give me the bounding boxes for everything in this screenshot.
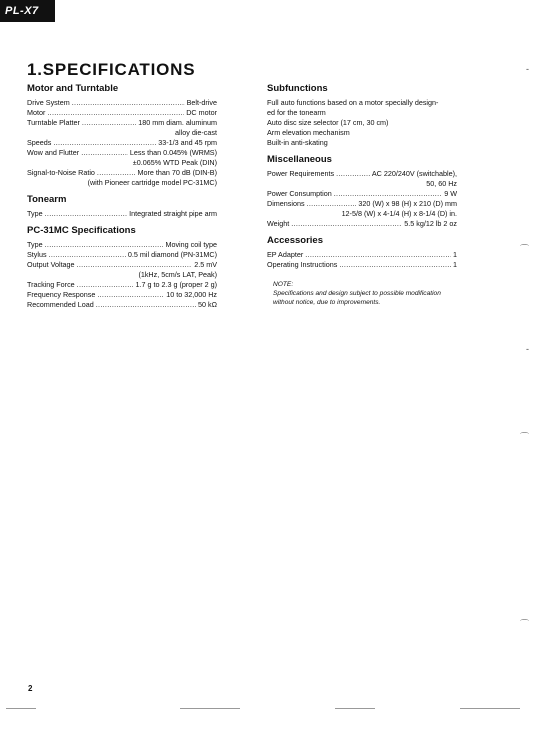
spec-value: DC motor bbox=[186, 108, 217, 117]
spec-key: Recommended Load bbox=[27, 300, 94, 309]
spec-key: Stylus bbox=[27, 250, 47, 259]
spec-value: 1 bbox=[453, 250, 457, 259]
spec-key: Drive System bbox=[27, 98, 70, 107]
spec-row bbox=[27, 260, 217, 270]
spec-row bbox=[27, 118, 217, 128]
spec-row bbox=[27, 98, 217, 108]
spec-key: Frequency Response bbox=[27, 290, 96, 299]
spec-continuation: 50, 60 Hz bbox=[426, 179, 457, 188]
motor-heading: Motor and Turntable bbox=[27, 83, 119, 94]
spec-row bbox=[267, 189, 457, 199]
spec-key: Weight bbox=[267, 219, 290, 228]
spec-value: Integrated straight pipe arm bbox=[129, 209, 217, 218]
spec-row bbox=[267, 250, 457, 260]
edge-mark bbox=[460, 708, 520, 709]
subfunctions-heading: Subfunctions bbox=[267, 83, 328, 94]
accessories-heading: Accessories bbox=[267, 235, 323, 246]
spec-value: 5.5 kg/12 lb 2 oz bbox=[404, 219, 457, 228]
spec-key: EP Adapter bbox=[267, 250, 304, 259]
spec-key: Turntable Platter bbox=[27, 118, 80, 127]
spec-value: 9 W bbox=[444, 189, 457, 198]
spec-key: Power Consumption bbox=[267, 189, 332, 198]
edge-mark bbox=[6, 708, 36, 709]
spec-row bbox=[27, 138, 217, 148]
note-block bbox=[267, 280, 457, 307]
motor-section bbox=[27, 83, 217, 188]
edge-mark: ⌒ bbox=[519, 244, 529, 254]
spec-key: Output Voltage bbox=[27, 260, 75, 269]
page-number: 2 bbox=[28, 684, 33, 693]
spec-key: Type bbox=[27, 240, 43, 249]
spec-value: Moving coil type bbox=[165, 240, 217, 249]
subfunction-line: ed for the tonearm bbox=[267, 108, 326, 117]
spec-row bbox=[27, 290, 217, 300]
spec-row bbox=[27, 148, 217, 158]
spec-key: Speeds bbox=[27, 138, 52, 147]
left-column bbox=[27, 83, 217, 316]
edge-mark bbox=[180, 708, 240, 709]
spec-row bbox=[267, 219, 457, 229]
model-tag: PL-X7 bbox=[0, 0, 55, 22]
subfunction-line: Arm elevation mechanism bbox=[267, 128, 350, 137]
spec-row bbox=[27, 108, 217, 118]
spec-row bbox=[27, 209, 217, 219]
spec-row bbox=[267, 199, 457, 209]
pc31mc-heading: PC-31MC Specifications bbox=[27, 225, 136, 236]
tonearm-section bbox=[27, 194, 217, 219]
note-text: without notice, due to improvements. bbox=[273, 299, 381, 306]
misc-section bbox=[267, 154, 457, 229]
spec-row bbox=[27, 250, 217, 260]
spec-value: Less than 0.045% (WRMS) bbox=[129, 148, 217, 157]
right-column bbox=[267, 83, 457, 307]
spec-continuation: (with Pioneer cartridge model PC-31MC) bbox=[87, 178, 217, 187]
spec-continuation: ±0.065% WTD Peak (DIN) bbox=[132, 158, 217, 167]
spec-row bbox=[27, 280, 217, 290]
subfunctions-section bbox=[267, 83, 457, 148]
spec-key: Signal-to-Noise Ratio bbox=[27, 168, 95, 177]
spec-row bbox=[267, 260, 457, 270]
subfunction-line: Full auto functions based on a motor specially design- bbox=[267, 98, 439, 107]
spec-value: 50 kΩ bbox=[198, 300, 217, 309]
spec-value: AC 220/240V (switchable), bbox=[371, 169, 457, 178]
spec-continuation: alloy die-cast bbox=[175, 128, 217, 137]
spec-key: Tracking Force bbox=[27, 280, 75, 289]
spec-value: 320 (W) x 98 (H) x 210 (D) mm bbox=[358, 199, 457, 208]
spec-value: 1.7 g to 2.3 g (proper 2 g) bbox=[135, 280, 217, 289]
spec-value: 33-1/3 and 45 rpm bbox=[158, 138, 217, 147]
note-label: NOTE: bbox=[273, 281, 294, 288]
note-text: Specifications and design subject to possible modification bbox=[273, 290, 441, 297]
pc31mc-section bbox=[27, 225, 217, 310]
spec-continuation: 12-5/8 (W) x 4-1/4 (H) x 8-1/4 (D) in. bbox=[341, 209, 457, 218]
edge-mark: ⌒ bbox=[519, 432, 529, 442]
spec-key: Type bbox=[27, 209, 43, 218]
spec-value: 180 mm diam. aluminum bbox=[138, 118, 217, 127]
spec-value: 2.5 mV bbox=[194, 260, 217, 269]
spec-row bbox=[27, 300, 217, 310]
tonearm-heading: Tonearm bbox=[27, 194, 67, 205]
spec-value: Belt-drive bbox=[186, 98, 217, 107]
spec-value: 1 bbox=[453, 260, 457, 269]
edge-mark bbox=[335, 708, 375, 709]
edge-mark: - bbox=[526, 64, 529, 74]
spec-key: Motor bbox=[27, 108, 46, 117]
spec-value: 10 to 32,000 Hz bbox=[166, 290, 217, 299]
page-title: 1.SPECIFICATIONS bbox=[27, 60, 196, 79]
misc-heading: Miscellaneous bbox=[267, 154, 332, 165]
spec-row bbox=[267, 169, 457, 179]
spec-key: Wow and Flutter bbox=[27, 148, 80, 157]
edge-mark: ⌒ bbox=[519, 619, 529, 629]
spec-continuation: (1kHz, 5cm/s LAT, Peak) bbox=[138, 270, 217, 279]
spec-key: Power Requirements bbox=[267, 169, 335, 178]
spec-row bbox=[27, 168, 217, 178]
subfunction-line: Auto disc size selector (17 cm, 30 cm) bbox=[267, 118, 389, 127]
accessories-section bbox=[267, 235, 457, 270]
spec-value: More than 70 dB (DIN-B) bbox=[137, 168, 217, 177]
spec-value: 0.5 mil diamond (PN-31MC) bbox=[127, 250, 217, 259]
spec-key: Operating Instructions bbox=[267, 260, 338, 269]
edge-mark: - bbox=[526, 344, 529, 354]
spec-row bbox=[27, 240, 217, 250]
spec-key: Dimensions bbox=[267, 199, 305, 208]
subfunction-line: Built-in anti-skating bbox=[267, 138, 328, 147]
